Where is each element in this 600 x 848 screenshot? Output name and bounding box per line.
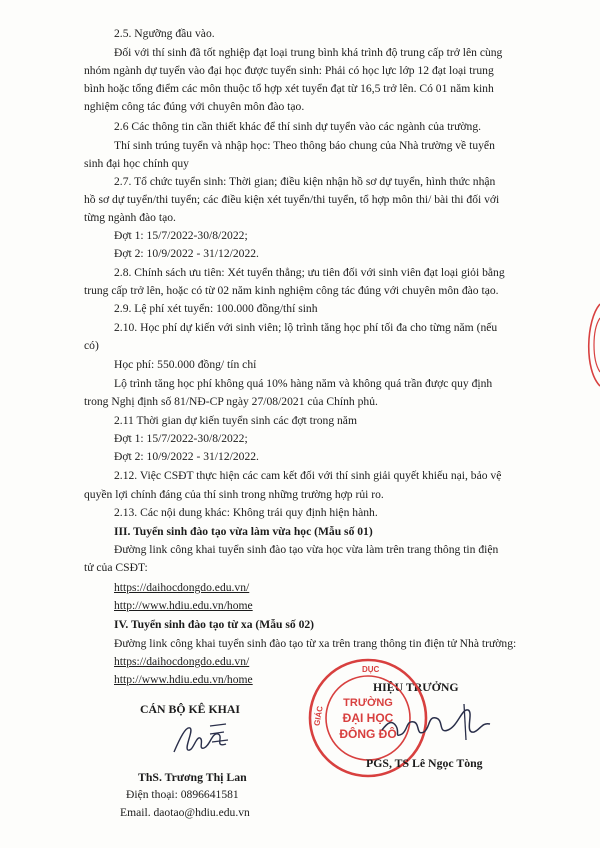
section-2-8-heading: 2.8. Chính sách ưu tiên: Xét tuyển thẳng; ưu tiên đối với sinh viên đạt loại giỏi bằng <box>114 266 505 279</box>
round-1-dates: Đợt 1: 15/7/2022-30/8/2022; <box>114 432 248 445</box>
section-iv-heading: IV. Tuyển sinh đào tạo từ xa (Mẫu số 02) <box>114 618 315 631</box>
section-2-12-heading: 2.12. Việc CSĐT thực hiện các cam kết đối với thí sinh giải quyết khiếu nại, bảo vệ <box>114 469 502 482</box>
section-2-9-heading: 2.9. Lệ phí xét tuyển: 100.000 đồng/thí sinh <box>114 302 318 315</box>
rector-title: HIỆU TRƯỞNG <box>373 680 459 694</box>
preparer-phone: Điện thoại: 0896641581 <box>126 788 239 801</box>
paragraph-line: bình hoặc tổng điểm các môn thuộc tổ hợp xét tuyển đạt từ 16,5 trở lên. Có 01 năm kinh <box>84 82 494 95</box>
paragraph-line: Thí sinh trúng tuyển và nhập học: Theo thông báo chung của Nhà trường về tuyển <box>114 139 495 152</box>
paragraph-line: tử của CSĐT: <box>84 561 148 574</box>
preparer-email: Email. daotao@hdiu.edu.vn <box>120 806 250 819</box>
preparer-signature <box>166 718 236 762</box>
paragraph-line: nhóm ngành dự tuyển vào đại học được tuyển sinh: Phải có học lực lớp 12 đạt loại trung <box>84 64 494 77</box>
rector-name: PGS, TS Lê Ngọc Tòng <box>366 756 483 770</box>
paragraph-line: trong Nghị định số 81/NĐ-CP ngày 27/08/2021 của Chính phủ. <box>84 395 378 408</box>
paragraph-line: Đối với thí sinh đã tốt nghiệp đạt loại trung bình khá trình độ trung cấp trở lên cùng <box>114 46 503 59</box>
paragraph-line: sinh đại học chính quy <box>84 157 189 170</box>
section-2-6-heading: 2.6 Các thông tin cần thiết khác để thí sinh dự tuyển vào các ngành của trường. <box>114 120 482 133</box>
section-iii-heading: III. Tuyển sinh đào tạo vừa làm vừa học (Mẫu số 01) <box>114 525 373 538</box>
paragraph-line: Đường link công khai tuyển sinh đào tạo vừa học vừa làm trên trang thông tin điện <box>114 543 499 556</box>
link-daihocdongdo[interactable]: https://daihocdongdo.edu.vn/ <box>114 655 250 668</box>
stamp-ring-text-left: GIÁC <box>312 705 325 727</box>
section-2-13-heading: 2.13. Các nội dung khác: Không trái quy định hiện hành. <box>114 506 378 519</box>
paragraph-line: từng ngành đào tạo. <box>84 211 176 224</box>
section-2-5-heading: 2.5. Ngưỡng đầu vào. <box>114 27 215 40</box>
edge-stamp-fragment <box>578 300 600 390</box>
paragraph-line: hồ sơ dự tuyển/thi tuyển; các điều kiện xét tuyển/thi tuyển, tổ hợp môn thi/ bài thi đối với <box>84 193 500 206</box>
link-hdiu-home[interactable]: http://www.hdiu.edu.vn/home <box>114 599 253 612</box>
stamp-line3: ĐÔNG ĐÔ <box>339 727 397 741</box>
paragraph-line: nghiệm công tác đúng với chuyên môn đào tạo. <box>84 100 305 113</box>
rector-signature <box>378 700 498 748</box>
preparer-title: CÁN BỘ KÊ KHAI <box>140 702 240 716</box>
section-2-7-heading: 2.7. Tổ chức tuyển sinh: Thời gian; điều kiện nhận hồ sơ dự tuyển, hình thức nhận <box>114 175 496 188</box>
section-2-10-heading: 2.10. Học phí dự kiến với sinh viên; lộ trình tăng học phí tối đa cho từng năm (nếu <box>114 321 498 334</box>
stamp-line1: TRƯỜNG <box>343 697 393 709</box>
tuition-fee: Học phí: 550.000 đồng/ tín chỉ <box>114 358 257 371</box>
stamp-ring-text: DỤC <box>362 665 380 674</box>
round-1-dates: Đợt 1: 15/7/2022-30/8/2022; <box>114 229 248 242</box>
paragraph-line: Đường link công khai tuyển sinh đào tạo từ xa trên trang thông tin điện tử Nhà trường: <box>114 637 517 650</box>
paragraph-line: quyền lợi chính đáng của thí sinh trong những trường hợp rủi ro. <box>84 488 384 501</box>
paragraph-line: trung cấp trở lên, hoặc có từ 02 năm kinh nghiệm công tác đúng với chuyên môn đào tạo. <box>84 284 499 297</box>
preparer-name: ThS. Trương Thị Lan <box>138 770 247 784</box>
section-2-11-heading: 2.11 Thời gian dự kiến tuyển sinh các đợt trong năm <box>114 414 357 427</box>
link-daihocdongdo[interactable]: https://daihocdongdo.edu.vn/ <box>114 581 250 594</box>
stamp-line2: ĐẠI HỌC <box>342 711 394 725</box>
round-2-dates: Đợt 2: 10/9/2022 - 31/12/2022. <box>114 247 259 260</box>
link-hdiu-home[interactable]: http://www.hdiu.edu.vn/home <box>114 673 253 686</box>
paragraph-line: có) <box>84 339 99 352</box>
paragraph-line: Lộ trình tăng học phí không quá 10% hàng năm và không quá trần được quy định <box>114 377 493 390</box>
round-2-dates: Đợt 2: 10/9/2022 - 31/12/2022. <box>114 450 259 463</box>
